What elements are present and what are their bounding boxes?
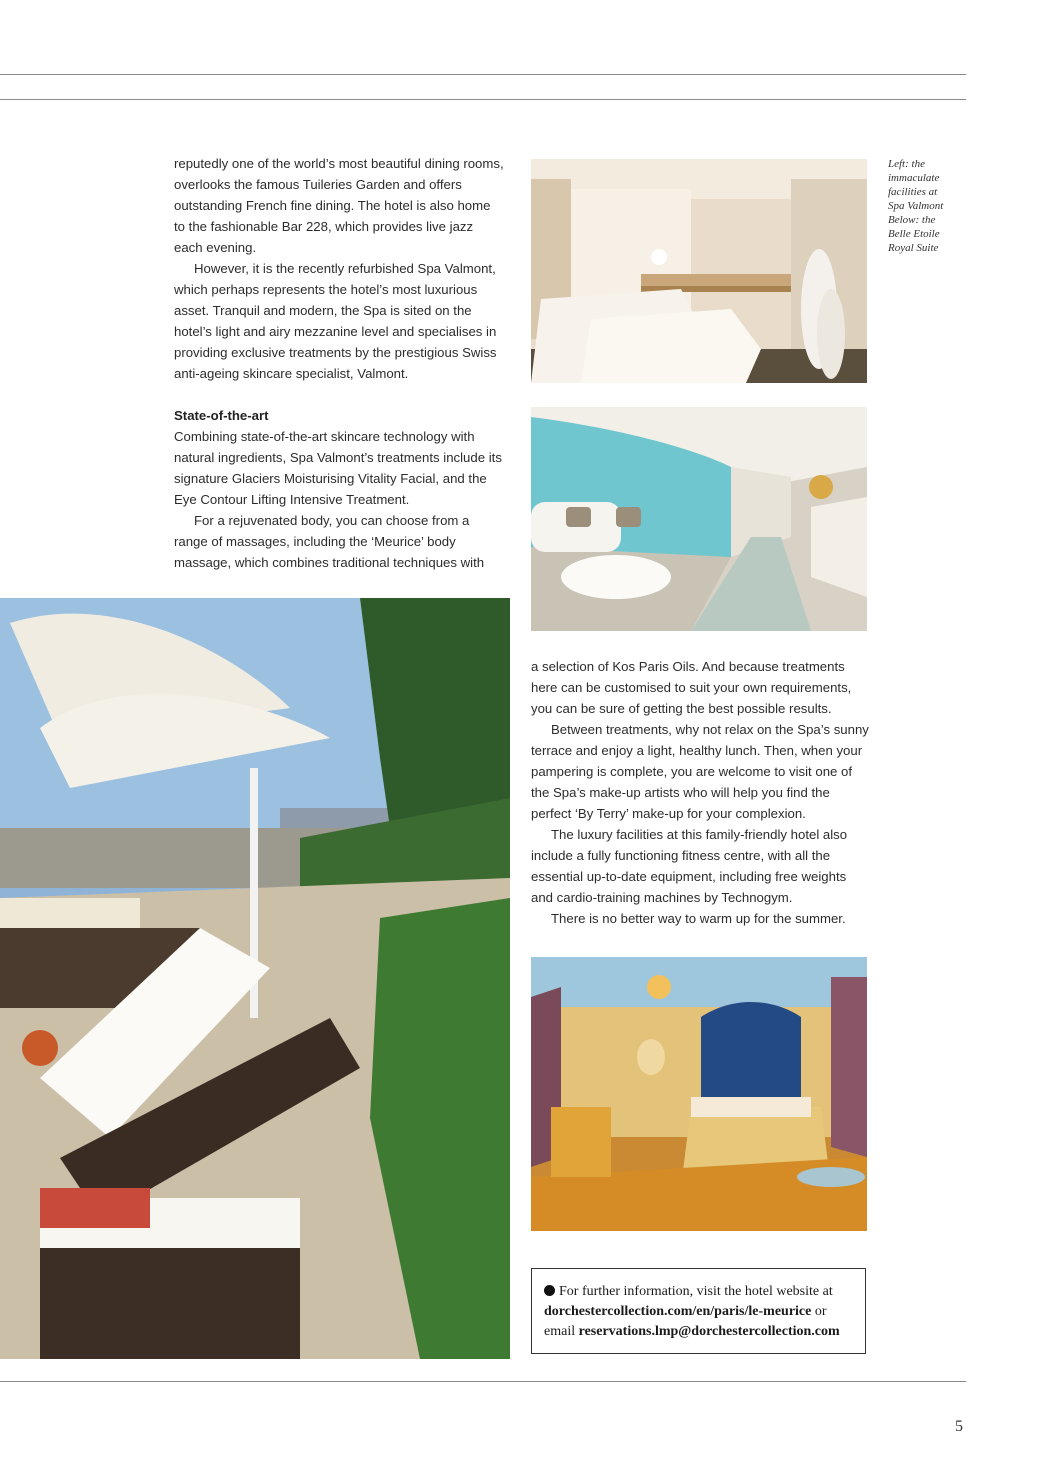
paragraph: The luxury facilities at this family-friendly hotel also include a fully functioning fitness centre, with all the essential up-to-date equipment, including free weights and cardio-training machines by Technogym. — [531, 827, 848, 905]
caption-line: Left: the — [888, 158, 925, 170]
info-text: email — [544, 1324, 576, 1339]
paragraph: a selection of Kos Paris Oils. And because treatments here can be customised to suit your own requirements, you can be sure of getting the best possible results. — [531, 659, 852, 716]
info-text: For further information, visit the hotel website at — [559, 1284, 833, 1299]
paragraph: reputedly one of the world’s most beautiful dining rooms, overlooks the famous Tuileries Garden and offers outstanding French fine dining. The hotel is also home to the fashionable Bar 228, which provides live jazz each evening. — [174, 156, 504, 255]
paragraph: However, it is the recently refurbished Spa Valmont, which perhaps represents the hotel’s most luxurious asset. Tranquil and modern, the Spa is sited on the hotel’s light and airy mezzanine level and specialises in providing exclusive treatments by the prestigious Swiss anti-ageing skincare specialist, Valmont. — [174, 261, 497, 381]
royal-suite-photo — [531, 957, 867, 1231]
caption-line: Below: the — [888, 214, 936, 226]
bottom-rule — [0, 1381, 966, 1382]
caption-line: Spa Valmont — [888, 200, 944, 212]
section-heading: State-of-the-art — [174, 408, 269, 423]
article-column-left — [174, 153, 504, 573]
photo-caption — [888, 157, 963, 255]
paragraph: Between treatments, why not relax on the Spa’s sunny terrace and enjoy a light, healthy lunch. Then, when your pampering is complete, you are welcome to visit one of the Spa’s make-up artists who will help you find the perfect ‘By Terry’ make-up for your complexion. — [531, 722, 869, 821]
paragraph: There is no better way to warm up for the summer. — [551, 911, 846, 926]
website-link[interactable]: dorchestercollection.com/en/paris/le-meurice — [544, 1304, 812, 1319]
article-column-right — [531, 656, 871, 929]
top-rule-1 — [0, 74, 966, 75]
caption-line: facilities at — [888, 186, 938, 198]
spa-treatment-room-photo — [531, 159, 867, 383]
further-information-box — [531, 1268, 866, 1354]
caption-line: Belle Etoile — [888, 228, 940, 240]
info-text: or — [814, 1304, 827, 1319]
caption-line: Royal Suite — [888, 242, 939, 254]
paragraph: For a rejuvenated body, you can choose from a range of massages, including the ‘Meurice’ body massage, which combines traditional techniques with — [174, 513, 485, 570]
spa-corridor-photo — [531, 407, 867, 631]
email-link[interactable]: reservations.lmp@dorchestercollection.com — [578, 1324, 840, 1339]
paragraph: Combining state-of-the-art skincare technology with natural ingredients, Spa Valmont’s treatments include its signature Glaciers Moisturising Vitality Facial, and the Eye Contour Lifting Intensive Treatment. — [174, 429, 502, 507]
top-rule-2 — [0, 99, 966, 100]
spa-terrace-photo — [0, 598, 510, 1359]
bullet-icon — [544, 1285, 555, 1296]
caption-line: immaculate — [888, 172, 940, 184]
page-number: 5 — [955, 1418, 963, 1435]
